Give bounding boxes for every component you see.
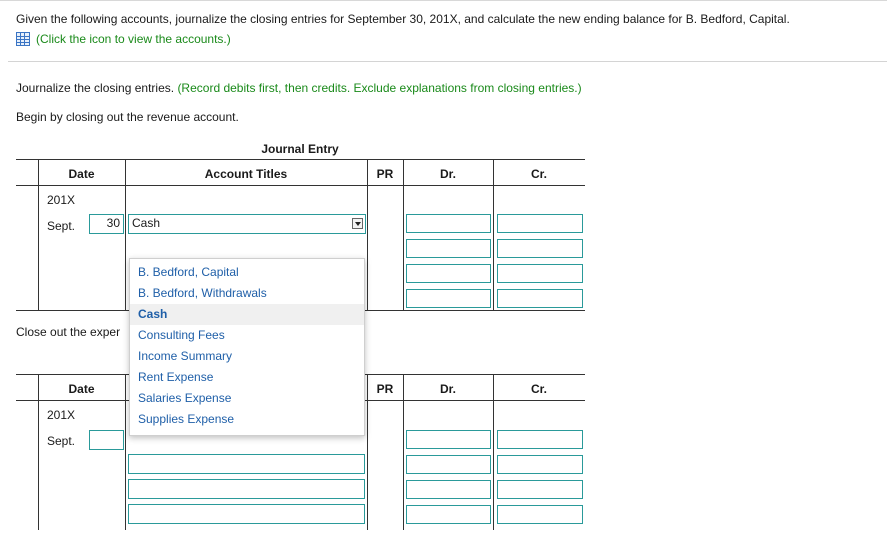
journal-entry-title: Journal Entry xyxy=(261,142,339,156)
header-pr: PR xyxy=(376,382,394,396)
account-title-select[interactable] xyxy=(128,214,366,234)
header-dr: Dr. xyxy=(439,382,456,396)
table2-vline xyxy=(367,374,368,530)
credit-input[interactable] xyxy=(497,289,583,308)
debit-input[interactable] xyxy=(406,505,491,524)
account-title-select-value: Cash xyxy=(132,216,161,230)
table2-vline xyxy=(493,374,494,530)
account-title-input[interactable] xyxy=(128,504,365,524)
table1-top-rule xyxy=(16,159,585,160)
header-date: Date xyxy=(68,167,95,181)
table1-header-rule xyxy=(16,185,585,186)
credit-input[interactable] xyxy=(497,214,583,233)
credit-input[interactable] xyxy=(497,264,583,283)
header-cr: Cr. xyxy=(530,382,547,396)
instructions xyxy=(16,81,582,95)
dropdown-option[interactable]: Consulting Fees xyxy=(138,328,225,342)
table1-vline xyxy=(367,159,368,311)
account-title-input[interactable] xyxy=(128,479,365,499)
header-cr: Cr. xyxy=(530,167,547,181)
account-title-input[interactable] xyxy=(128,454,365,474)
debit-input[interactable] xyxy=(406,264,491,283)
question-text: Given the following accounts, journalize the closing entries for September 30, 201X, and calculate the new ending balance for B. Bedford, Capital. xyxy=(16,12,790,26)
begin-text: Begin by closing out the revenue account. xyxy=(16,110,239,124)
table-icon[interactable] xyxy=(16,32,30,46)
credit-input[interactable] xyxy=(497,239,583,258)
table2-vline xyxy=(38,374,39,530)
view-accounts-link[interactable] xyxy=(16,32,231,46)
table2-vline xyxy=(125,374,126,530)
header-date: Date xyxy=(68,382,95,396)
dropdown-option[interactable]: Rent Expense xyxy=(138,370,214,384)
top-divider xyxy=(0,0,887,1)
table2-year: 201X xyxy=(47,408,76,422)
day-input[interactable] xyxy=(89,430,124,450)
credit-input[interactable] xyxy=(497,505,583,524)
instruction-hint: (Record debits first, then credits. Exclude explanations from closing entries.) xyxy=(177,81,582,95)
header-account-titles: Account Titles xyxy=(204,167,288,181)
dropdown-option[interactable]: Salaries Expense xyxy=(138,391,232,405)
dropdown-option[interactable]: Supplies Expense xyxy=(138,412,235,426)
section-divider xyxy=(8,61,887,62)
chevron-down-icon[interactable] xyxy=(352,218,363,229)
debit-input[interactable] xyxy=(406,289,491,308)
dropdown-option-selected[interactable]: Cash xyxy=(130,304,364,325)
table1-vline xyxy=(493,159,494,311)
dropdown-option[interactable]: B. Bedford, Capital xyxy=(138,265,239,279)
account-dropdown-menu[interactable] xyxy=(129,258,365,436)
credit-input[interactable] xyxy=(497,455,583,474)
debit-input[interactable] xyxy=(406,239,491,258)
instruction-text: Journalize the closing entries. xyxy=(16,81,175,95)
header-dr: Dr. xyxy=(439,167,456,181)
debit-input[interactable] xyxy=(406,430,491,449)
credit-input[interactable] xyxy=(497,480,583,499)
table1-year: 201X xyxy=(47,193,76,207)
debit-input[interactable] xyxy=(406,455,491,474)
header-pr: PR xyxy=(376,167,394,181)
credit-input[interactable] xyxy=(497,430,583,449)
table1-month: Sept. xyxy=(47,219,76,233)
view-accounts-label[interactable]: (Click the icon to view the accounts.) xyxy=(36,32,231,46)
dropdown-option[interactable]: B. Bedford, Withdrawals xyxy=(138,286,267,300)
debit-input[interactable] xyxy=(406,214,491,233)
table2-month: Sept. xyxy=(47,434,76,448)
table1-vline xyxy=(38,159,39,311)
debit-input[interactable] xyxy=(406,480,491,499)
day-input[interactable]: 30 xyxy=(89,214,124,234)
table1-vline xyxy=(403,159,404,311)
dropdown-option[interactable]: Income Summary xyxy=(138,349,233,363)
close-expenses-text: Close out the exper xyxy=(16,325,121,339)
table1-vline xyxy=(125,159,126,311)
table2-vline xyxy=(403,374,404,530)
